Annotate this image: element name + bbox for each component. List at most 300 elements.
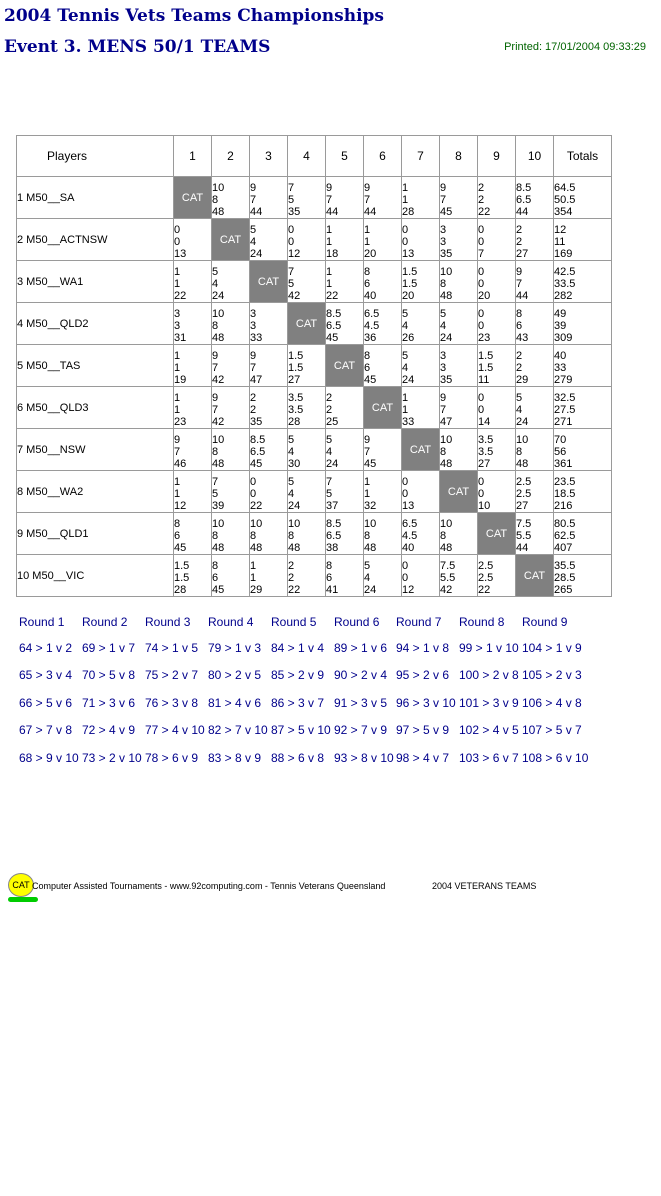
score-value: 44 [516, 290, 529, 302]
match-entry: 71 > 3 v 6 [82, 696, 136, 710]
score-value: 7 [174, 446, 181, 458]
score-value: 0 [250, 488, 257, 500]
score-value: 24 [364, 584, 377, 596]
score-value: 20 [364, 248, 377, 260]
score-value: 22 [250, 500, 263, 512]
score-cell [402, 513, 440, 555]
score-cell [364, 429, 402, 471]
score-cell [402, 219, 440, 261]
totals-cell [554, 555, 612, 597]
match-entry: 67 > 7 v 8 [19, 723, 73, 737]
score-value: 48 [440, 458, 453, 470]
match-entry: 104 > 1 v 9 [522, 641, 582, 655]
match-entry: 99 > 1 v 10 [459, 641, 519, 655]
team-name: 4 M50__QLD2 [17, 303, 174, 345]
score-value: 0 [288, 236, 295, 248]
score-value: 45 [174, 542, 187, 554]
score-value: 45 [364, 374, 377, 386]
score-value: 8 [440, 530, 447, 542]
score-cell [364, 513, 402, 555]
score-value: 1 [326, 278, 333, 290]
score-value: 4 [250, 236, 257, 248]
score-cell [516, 303, 554, 345]
score-cell [516, 471, 554, 513]
score-cell [478, 471, 516, 513]
score-value: 10 [212, 518, 225, 530]
score-value: 1.5 [288, 362, 304, 374]
score-value: 8 [440, 278, 447, 290]
score-value: 28 [288, 416, 301, 428]
match-entry: 87 > 5 v 10 [271, 723, 331, 737]
score-value: 10 [212, 434, 225, 446]
score-value: 35 [440, 248, 453, 260]
score-cell [174, 555, 212, 597]
cat-cell: CAT [402, 429, 440, 471]
score-value: 8.5 [326, 518, 342, 530]
score-cell [516, 345, 554, 387]
cat-logo: CAT [8, 873, 34, 897]
match-entry: 100 > 2 v 8 [459, 668, 519, 682]
score-value: 1 [250, 572, 257, 584]
score-cell [288, 345, 326, 387]
score-value: 12 [288, 248, 301, 260]
score-value: 1 [174, 476, 181, 488]
score-cell [402, 345, 440, 387]
score-value: 48 [212, 458, 225, 470]
score-cell [250, 303, 288, 345]
round-header: Round 2 [82, 615, 128, 629]
round-header: Round 5 [271, 615, 317, 629]
score-value: 44 [516, 542, 529, 554]
score-value: 8 [212, 194, 219, 206]
score-cell [516, 429, 554, 471]
score-cell [250, 219, 288, 261]
score-value: 3 [250, 320, 257, 332]
column-header: 1 [174, 136, 212, 177]
score-value: 1.5 [174, 560, 190, 572]
score-value: 5 [212, 488, 219, 500]
score-value: 14 [478, 416, 491, 428]
score-value: 1 [326, 236, 333, 248]
score-cell [212, 513, 250, 555]
score-value: 27 [478, 458, 491, 470]
score-value: 45 [250, 458, 263, 470]
score-cell [516, 219, 554, 261]
score-value: 35 [250, 416, 263, 428]
total-value: 169 [554, 248, 573, 260]
total-value: 309 [554, 332, 573, 344]
total-value: 28.5 [554, 572, 576, 584]
score-value: 5 [288, 434, 295, 446]
score-value: 2 [478, 194, 485, 206]
cat-cell: CAT [478, 513, 516, 555]
footer-credits: Computer Assisted Tournaments - www.92computing.com - Tennis Veterans Queensland [32, 881, 386, 891]
totals-header: Totals [554, 136, 612, 177]
score-value: 30 [288, 458, 301, 470]
total-value: 407 [554, 542, 573, 554]
score-value: 8 [364, 350, 371, 362]
score-value: 3 [440, 236, 447, 248]
score-value: 1 [326, 266, 333, 278]
score-value: 12 [174, 500, 187, 512]
score-value: 9 [212, 392, 219, 404]
score-cell [402, 177, 440, 219]
score-cell [516, 513, 554, 555]
match-entry: 94 > 1 v 8 [396, 641, 450, 655]
score-value: 48 [212, 542, 225, 554]
total-value: 361 [554, 458, 573, 470]
match-entry: 65 > 3 v 4 [19, 668, 73, 682]
score-value: 1 [402, 194, 409, 206]
players-header: Players [17, 136, 174, 177]
score-value: 48 [364, 542, 377, 554]
score-value: 0 [402, 224, 409, 236]
score-cell [440, 177, 478, 219]
round-header: Round 4 [208, 615, 254, 629]
match-entry: 70 > 5 v 8 [82, 668, 136, 682]
match-entry: 91 > 3 v 5 [334, 696, 388, 710]
score-cell [478, 261, 516, 303]
total-value: 282 [554, 290, 573, 302]
score-value: 6.5 [364, 308, 380, 320]
column-header: 7 [402, 136, 440, 177]
score-value: 44 [326, 206, 339, 218]
score-value: 10 [250, 518, 263, 530]
table-row [17, 345, 612, 387]
score-value: 40 [364, 290, 377, 302]
score-value: 1.5 [288, 350, 304, 362]
score-value: 9 [440, 182, 447, 194]
score-value: 10 [440, 434, 453, 446]
totals-cell [554, 345, 612, 387]
score-value: 0 [478, 266, 485, 278]
match-entry: 81 > 4 v 6 [208, 696, 262, 710]
score-cell [212, 345, 250, 387]
score-value: 7 [212, 404, 219, 416]
score-value: 1.5 [478, 350, 494, 362]
score-value: 2 [478, 182, 485, 194]
total-value: 62.5 [554, 530, 576, 542]
score-value: 3 [440, 362, 447, 374]
score-value: 0 [174, 224, 181, 236]
score-value: 0 [402, 572, 409, 584]
score-value: 10 [288, 518, 301, 530]
printed-timestamp: Printed: 17/01/2004 09:33:29 [504, 41, 646, 53]
score-value: 28 [402, 206, 415, 218]
score-value: 9 [250, 350, 257, 362]
score-cell [402, 555, 440, 597]
column-header: 3 [250, 136, 288, 177]
match-entry: 80 > 2 v 5 [208, 668, 262, 682]
totals-cell [554, 429, 612, 471]
score-value: 9 [364, 434, 371, 446]
total-value: 27.5 [554, 404, 576, 416]
round-header: Round 6 [334, 615, 380, 629]
score-cell [478, 219, 516, 261]
column-header: 2 [212, 136, 250, 177]
score-value: 7 [212, 476, 219, 488]
score-value: 0 [402, 236, 409, 248]
score-cell [364, 303, 402, 345]
score-cell [440, 219, 478, 261]
score-value: 1 [364, 488, 371, 500]
score-value: 7 [212, 362, 219, 374]
score-value: 27 [516, 248, 529, 260]
score-value: 1 [364, 224, 371, 236]
score-value: 48 [440, 290, 453, 302]
score-value: 24 [440, 332, 453, 344]
score-value: 4 [402, 362, 409, 374]
match-entry: 84 > 1 v 4 [271, 641, 325, 655]
score-value: 1 [326, 224, 333, 236]
score-value: 2.5 [516, 488, 532, 500]
score-value: 3 [440, 350, 447, 362]
score-cell [440, 555, 478, 597]
score-value: 4.5 [364, 320, 380, 332]
score-value: 4 [364, 572, 371, 584]
table-row [17, 555, 612, 597]
score-value: 20 [402, 290, 415, 302]
score-value: 10 [478, 500, 491, 512]
match-entry: 66 > 5 v 6 [19, 696, 73, 710]
score-value: 38 [326, 542, 339, 554]
table-row [17, 219, 612, 261]
score-cell [174, 429, 212, 471]
score-cell [364, 177, 402, 219]
score-value: 7 [288, 266, 295, 278]
totals-cell [554, 303, 612, 345]
cat-cell: CAT [174, 177, 212, 219]
score-value: 43 [516, 332, 529, 344]
score-cell [440, 345, 478, 387]
score-value: 48 [212, 206, 225, 218]
score-value: 4 [288, 488, 295, 500]
column-header: 5 [326, 136, 364, 177]
score-value: 28 [174, 584, 187, 596]
score-value: 2 [516, 350, 523, 362]
score-cell [288, 471, 326, 513]
cat-cell: CAT [288, 303, 326, 345]
match-entry: 77 > 4 v 10 [145, 723, 205, 737]
score-cell [478, 429, 516, 471]
score-value: 6 [516, 320, 523, 332]
total-value: 35.5 [554, 560, 576, 572]
score-value: 45 [326, 332, 339, 344]
match-entry: 74 > 1 v 5 [145, 641, 199, 655]
score-value: 31 [174, 332, 187, 344]
total-value: 70 [554, 434, 567, 446]
match-entry: 89 > 1 v 6 [334, 641, 388, 655]
score-value: 7.5 [516, 518, 532, 530]
total-value: 80.5 [554, 518, 576, 530]
score-value: 7 [364, 194, 371, 206]
round-header: Round 1 [19, 615, 65, 629]
score-value: 1 [174, 392, 181, 404]
match-entry: 95 > 2 v 6 [396, 668, 450, 682]
score-value: 42 [288, 290, 301, 302]
score-value: 18 [326, 248, 339, 260]
score-value: 48 [440, 542, 453, 554]
score-value: 1 [174, 362, 181, 374]
score-value: 22 [326, 290, 339, 302]
score-value: 8 [174, 518, 181, 530]
score-value: 2 [250, 392, 257, 404]
score-value: 42 [440, 584, 453, 596]
score-value: 41 [326, 584, 339, 596]
round-header: Round 7 [396, 615, 442, 629]
score-value: 3.5 [288, 404, 304, 416]
score-value: 3 [440, 224, 447, 236]
score-value: 7 [440, 194, 447, 206]
score-value: 4 [212, 278, 219, 290]
score-value: 8 [440, 446, 447, 458]
score-value: 8 [212, 560, 219, 572]
score-value: 0 [478, 476, 485, 488]
score-cell [250, 555, 288, 597]
score-cell [478, 345, 516, 387]
score-value: 1 [364, 236, 371, 248]
score-value: 7 [478, 248, 485, 260]
score-cell [326, 303, 364, 345]
score-value: 9 [212, 350, 219, 362]
score-value: 7.5 [440, 560, 456, 572]
score-value: 33 [402, 416, 415, 428]
score-value: 0 [402, 488, 409, 500]
score-value: 1.5 [478, 362, 494, 374]
score-value: 0 [478, 308, 485, 320]
score-value: 5 [250, 224, 257, 236]
round-header: Round 9 [522, 615, 568, 629]
score-value: 0 [478, 236, 485, 248]
score-value: 1 [402, 182, 409, 194]
score-value: 1 [250, 560, 257, 572]
table-row [17, 303, 612, 345]
score-value: 13 [174, 248, 187, 260]
score-value: 35 [440, 374, 453, 386]
score-value: 8 [288, 530, 295, 542]
totals-cell [554, 261, 612, 303]
score-cell [364, 345, 402, 387]
score-cell [250, 177, 288, 219]
total-value: 64.5 [554, 182, 576, 194]
match-entry: 97 > 5 v 9 [396, 723, 450, 737]
team-name: 1 M50__SA [17, 177, 174, 219]
score-value: 8.5 [250, 434, 266, 446]
score-cell [212, 429, 250, 471]
total-value: 33 [554, 362, 567, 374]
score-value: 2 [516, 236, 523, 248]
score-cell [250, 513, 288, 555]
match-entry: 64 > 1 v 2 [19, 641, 73, 655]
cat-cell: CAT [364, 387, 402, 429]
score-value: 45 [364, 458, 377, 470]
score-value: 12 [402, 584, 415, 596]
logo-underline [8, 897, 38, 902]
score-value: 19 [174, 374, 187, 386]
score-value: 10 [212, 308, 225, 320]
score-value: 0 [402, 476, 409, 488]
score-cell [212, 555, 250, 597]
score-value: 9 [250, 182, 257, 194]
match-entry: 101 > 3 v 9 [459, 696, 519, 710]
score-value: 29 [516, 374, 529, 386]
score-value: 8 [364, 266, 371, 278]
score-value: 6 [364, 278, 371, 290]
score-value: 47 [440, 416, 453, 428]
score-value: 39 [212, 500, 225, 512]
score-value: 5 [516, 392, 523, 404]
score-value: 0 [402, 560, 409, 572]
score-cell [212, 387, 250, 429]
team-name: 6 M50__QLD3 [17, 387, 174, 429]
cat-cell: CAT [516, 555, 554, 597]
score-value: 45 [212, 584, 225, 596]
score-value: 0 [478, 392, 485, 404]
table-row [17, 261, 612, 303]
total-value: 32.5 [554, 392, 576, 404]
score-value: 1.5 [402, 266, 418, 278]
score-cell [516, 177, 554, 219]
match-entry: 96 > 3 v 10 [396, 696, 456, 710]
score-value: 5.5 [440, 572, 456, 584]
score-value: 5 [440, 308, 447, 320]
score-cell [364, 471, 402, 513]
score-value: 0 [478, 320, 485, 332]
score-value: 35 [288, 206, 301, 218]
total-value: 56 [554, 446, 567, 458]
score-value: 23 [478, 332, 491, 344]
match-entry: 88 > 6 v 8 [271, 751, 325, 765]
total-value: 39 [554, 320, 567, 332]
score-value: 7 [250, 194, 257, 206]
score-cell [326, 177, 364, 219]
score-value: 7 [326, 476, 333, 488]
score-cell [440, 513, 478, 555]
score-value: 2.5 [516, 476, 532, 488]
score-cell [478, 177, 516, 219]
match-entry: 82 > 7 v 10 [208, 723, 268, 737]
column-header: 6 [364, 136, 402, 177]
match-entry: 106 > 4 v 8 [522, 696, 582, 710]
score-value: 2 [516, 224, 523, 236]
score-value: 1.5 [402, 278, 418, 290]
score-value: 6.5 [326, 530, 342, 542]
score-cell [174, 513, 212, 555]
match-entry: 102 > 4 v 5 [459, 723, 519, 737]
score-value: 8 [212, 446, 219, 458]
score-value: 6 [174, 530, 181, 542]
score-value: 1 [174, 404, 181, 416]
score-value: 4 [326, 446, 333, 458]
score-value: 29 [250, 584, 263, 596]
score-value: 10 [212, 182, 225, 194]
totals-cell [554, 513, 612, 555]
score-value: 7 [516, 278, 523, 290]
score-cell [364, 219, 402, 261]
score-value: 4.5 [402, 530, 418, 542]
totals-cell [554, 471, 612, 513]
score-value: 32 [364, 500, 377, 512]
team-name: 10 M50__VIC [17, 555, 174, 597]
score-cell [212, 177, 250, 219]
team-name: 2 M50__ACTNSW [17, 219, 174, 261]
score-value: 24 [250, 248, 263, 260]
score-value: 40 [402, 542, 415, 554]
score-value: 3.5 [478, 446, 494, 458]
total-value: 12 [554, 224, 567, 236]
score-cell [478, 555, 516, 597]
score-cell [174, 387, 212, 429]
